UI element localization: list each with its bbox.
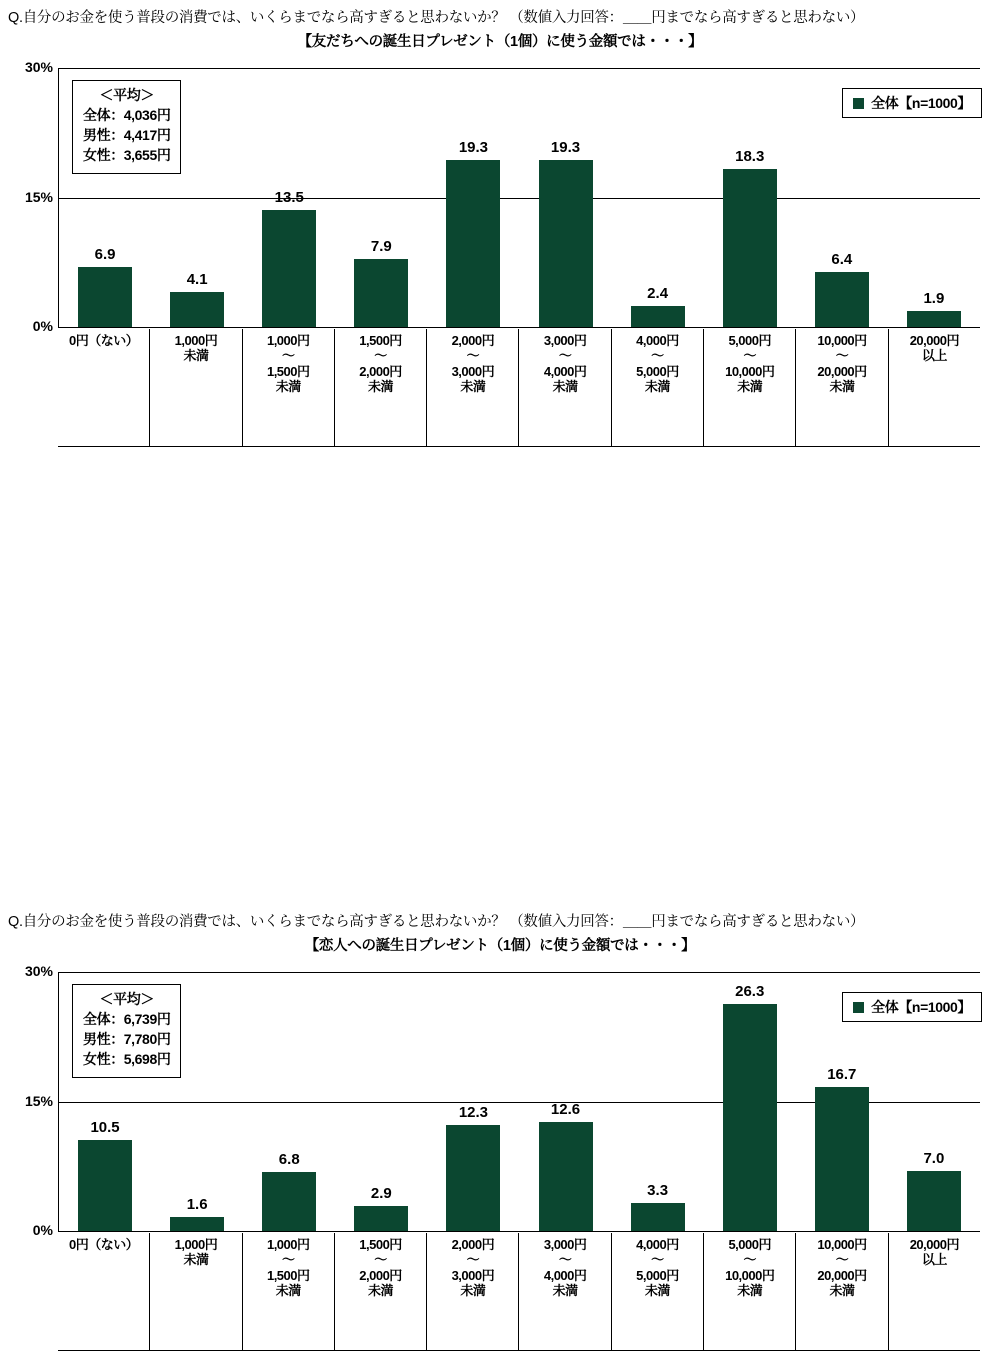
bar [723, 1004, 777, 1231]
category-label [704, 329, 796, 446]
bar-value-label: 1.6 [186, 1196, 208, 1214]
category-axis [58, 329, 980, 447]
bar [78, 267, 132, 327]
legend-label: 全体【n=1000】 [871, 95, 971, 111]
average-row-male: 男性：4,417円 [83, 126, 171, 143]
bar [631, 1203, 685, 1231]
category-label [612, 1233, 704, 1350]
category-label-line: 未満 [275, 378, 301, 394]
bar-value-label: 18.3 [735, 148, 765, 166]
category-label-line: 5,000円 [728, 333, 771, 348]
category-label-line: 4,000円 [543, 363, 587, 379]
y-tick-15: 15% [24, 188, 53, 205]
chart-subtitle: 【友だちへの誕生日プレゼント（1個）に使う金額では・・・】 [297, 34, 703, 50]
category-label-line: 未満 [552, 1282, 578, 1298]
chart-block-lover [0, 904, 1000, 1356]
bar [170, 292, 224, 327]
category-label-line: 4,000円 [543, 1267, 587, 1283]
category-label-line: 1,500円 [266, 1267, 310, 1283]
legend-label: 全体【n=1000】 [871, 999, 971, 1015]
bar [170, 1217, 224, 1231]
y-tick-15: 15% [24, 1092, 53, 1109]
category-label [150, 329, 242, 446]
category-label-line: 未満 [368, 378, 394, 394]
bar-value-label: 7.0 [923, 1149, 945, 1167]
category-label-line: 1,000円 [266, 333, 310, 348]
category-label-line: 10,000円 [725, 1267, 775, 1283]
category-label-line: ～ [835, 1252, 849, 1268]
y-tick-30: 30% [24, 963, 53, 979]
bar-cell [704, 68, 796, 327]
category-label-line: 未満 [737, 1282, 763, 1298]
bar-value-label: 7.9 [370, 237, 392, 255]
bar-value-label: 12.3 [458, 1103, 489, 1121]
category-label-line: 20,000円 [817, 1267, 867, 1283]
category-label-line: 未満 [460, 1282, 486, 1298]
bar [446, 1125, 500, 1231]
bar-value-label: 19.3 [458, 139, 489, 157]
category-label-line: 未満 [644, 378, 670, 394]
category-label-line: 2,000円 [451, 333, 495, 348]
category-label [243, 1233, 335, 1350]
y-tick-0: 0% [32, 1222, 53, 1238]
average-row-female: 女性：3,655円 [83, 146, 171, 163]
bar-value-label: 10.5 [90, 1119, 120, 1137]
bar [631, 306, 685, 327]
bar [815, 1087, 869, 1231]
category-label-line: ～ [466, 348, 480, 364]
category-label-line: 0円（ない） [69, 1237, 139, 1252]
category-label [796, 1233, 888, 1350]
category-label-line: 1,500円 [266, 363, 310, 379]
category-label-line: 3,000円 [543, 1237, 587, 1252]
category-axis [58, 1233, 980, 1351]
bar-cell [243, 972, 335, 1231]
bar-value-label: 13.5 [274, 189, 304, 207]
bar-value-label: 4.1 [186, 270, 208, 288]
bar [907, 311, 961, 327]
category-label-line: ～ [374, 1252, 387, 1268]
bar-cell [612, 68, 704, 327]
legend-swatch-icon [853, 98, 864, 109]
category-label-line: 未満 [829, 378, 855, 394]
bar-value-label: 2.9 [370, 1184, 392, 1202]
category-label [335, 1233, 427, 1350]
category-label-line: 0円（ない） [69, 333, 139, 348]
category-label-line: 以上 [921, 1252, 947, 1268]
category-label-line: ～ [558, 348, 572, 364]
category-label [612, 329, 704, 446]
category-label [243, 329, 335, 446]
category-label-line: 5,000円 [728, 1237, 771, 1252]
bar-value-label: 6.8 [278, 1151, 300, 1169]
average-heading: ＜平均＞ [99, 87, 154, 103]
average-row-total: 全体：6,739円 [83, 1010, 171, 1027]
question-title: Q.自分のお金を使う普段の消費では、いくらまでなら高すぎると思わないか？ （数値入力回答：＿＿円までなら高すぎると思わない） [8, 914, 865, 930]
category-label-line: 未満 [644, 1282, 670, 1298]
legend [842, 88, 982, 118]
bar-value-label: 19.3 [550, 139, 581, 157]
category-label [150, 1233, 242, 1350]
category-label-line: 1,000円 [174, 333, 218, 348]
bar [907, 1171, 961, 1231]
category-label-line: 10,000円 [817, 333, 867, 348]
category-label-line: 2,000円 [451, 1237, 495, 1252]
bar-value-label: 16.7 [827, 1065, 857, 1083]
bar [354, 259, 408, 327]
y-tick-30: 30% [24, 59, 53, 75]
category-label-line: 未満 [552, 378, 578, 394]
category-label-line: 未満 [368, 1282, 394, 1298]
category-label-line: ～ [558, 1252, 572, 1268]
bar-value-label: 6.9 [94, 246, 116, 264]
bar-value-label: 3.3 [647, 1181, 669, 1199]
category-label-line: 未満 [460, 378, 486, 394]
bar-value-label: 1.9 [923, 289, 945, 307]
category-label [427, 329, 519, 446]
bar [815, 272, 869, 327]
average-row-male: 男性：7,780円 [83, 1030, 171, 1047]
category-label-line: 3,000円 [451, 363, 495, 379]
question-title: Q.自分のお金を使う普段の消費では、いくらまでなら高すぎると思わないか？ （数値入力回答：＿＿円までなら高すぎると思わない） [8, 10, 865, 26]
bar-cell [243, 68, 335, 327]
bar [539, 1122, 593, 1231]
bar-cell [335, 68, 427, 327]
category-label-line: 4,000円 [636, 333, 679, 348]
category-label-line: ～ [835, 348, 849, 364]
bar-cell [427, 972, 519, 1231]
bar [78, 1140, 132, 1231]
category-label-line: 1,500円 [359, 1237, 402, 1252]
bar-cell [612, 972, 704, 1231]
average-row-female: 女性：5,698円 [83, 1050, 171, 1067]
bar [723, 169, 777, 327]
category-label-line: ～ [651, 1252, 664, 1268]
category-label-line: 未満 [183, 1252, 209, 1268]
category-label-line: 未満 [183, 348, 209, 364]
bar [354, 1206, 408, 1231]
y-tick-0: 0% [32, 318, 53, 334]
category-label-line: ～ [466, 1252, 480, 1268]
category-label-line: 10,000円 [725, 363, 775, 379]
category-label-line: ～ [743, 1252, 756, 1268]
chart-block-friend [0, 0, 1000, 452]
category-label-line: ～ [651, 348, 664, 364]
category-label-line: 1,500円 [359, 333, 402, 348]
category-label-line: 未満 [737, 378, 763, 394]
bar [446, 160, 500, 327]
legend [842, 992, 982, 1022]
category-label [704, 1233, 796, 1350]
bar-value-label: 26.3 [735, 982, 765, 1000]
legend-swatch-icon [853, 1002, 864, 1013]
bar-cell [519, 972, 611, 1231]
bar [539, 160, 593, 327]
category-label [335, 329, 427, 446]
category-label-line: ～ [374, 348, 387, 364]
category-label-line: 以上 [921, 348, 947, 364]
category-label-line: 未満 [275, 1282, 301, 1298]
category-label-line: 20,000円 [909, 1237, 959, 1252]
average-heading: ＜平均＞ [99, 991, 154, 1007]
chart-subtitle: 【恋人への誕生日プレゼント（1個）に使う金額では・・・】 [304, 938, 696, 954]
bar-cell [704, 972, 796, 1231]
bar-cell [519, 68, 611, 327]
category-label-line: ～ [281, 348, 295, 364]
average-box [72, 984, 181, 1078]
category-label [889, 1233, 980, 1350]
bar [262, 1172, 316, 1231]
category-label-line: 2,000円 [359, 1267, 402, 1283]
category-label-line: 5,000円 [636, 363, 679, 379]
category-label-line: 未満 [829, 1282, 855, 1298]
category-label-line: 1,000円 [174, 1237, 218, 1252]
bar-value-label: 2.4 [647, 285, 669, 303]
average-row-total: 全体：4,036円 [83, 106, 171, 123]
category-label [427, 1233, 519, 1350]
category-label [58, 1233, 150, 1350]
category-label [519, 1233, 611, 1350]
bar [262, 210, 316, 327]
category-label-line: 4,000円 [636, 1237, 679, 1252]
category-label-line: 20,000円 [817, 363, 867, 379]
category-label-line: ～ [743, 348, 756, 364]
bar-cell [335, 972, 427, 1231]
category-label [519, 329, 611, 446]
category-label-line: 10,000円 [817, 1237, 867, 1252]
category-label-line: 1,000円 [266, 1237, 310, 1252]
category-label-line: 3,000円 [451, 1267, 495, 1283]
category-label [58, 329, 150, 446]
category-label-line: ～ [281, 1252, 295, 1268]
category-label-line: 2,000円 [359, 363, 402, 379]
category-label-line: 20,000円 [909, 333, 959, 348]
average-box [72, 80, 181, 174]
category-label-line: 5,000円 [636, 1267, 679, 1283]
category-label [796, 329, 888, 446]
category-label-line: 3,000円 [543, 333, 587, 348]
bar-cell [427, 68, 519, 327]
bar-value-label: 12.6 [550, 1101, 581, 1119]
bar-value-label: 6.4 [831, 250, 853, 268]
category-label [889, 329, 980, 446]
